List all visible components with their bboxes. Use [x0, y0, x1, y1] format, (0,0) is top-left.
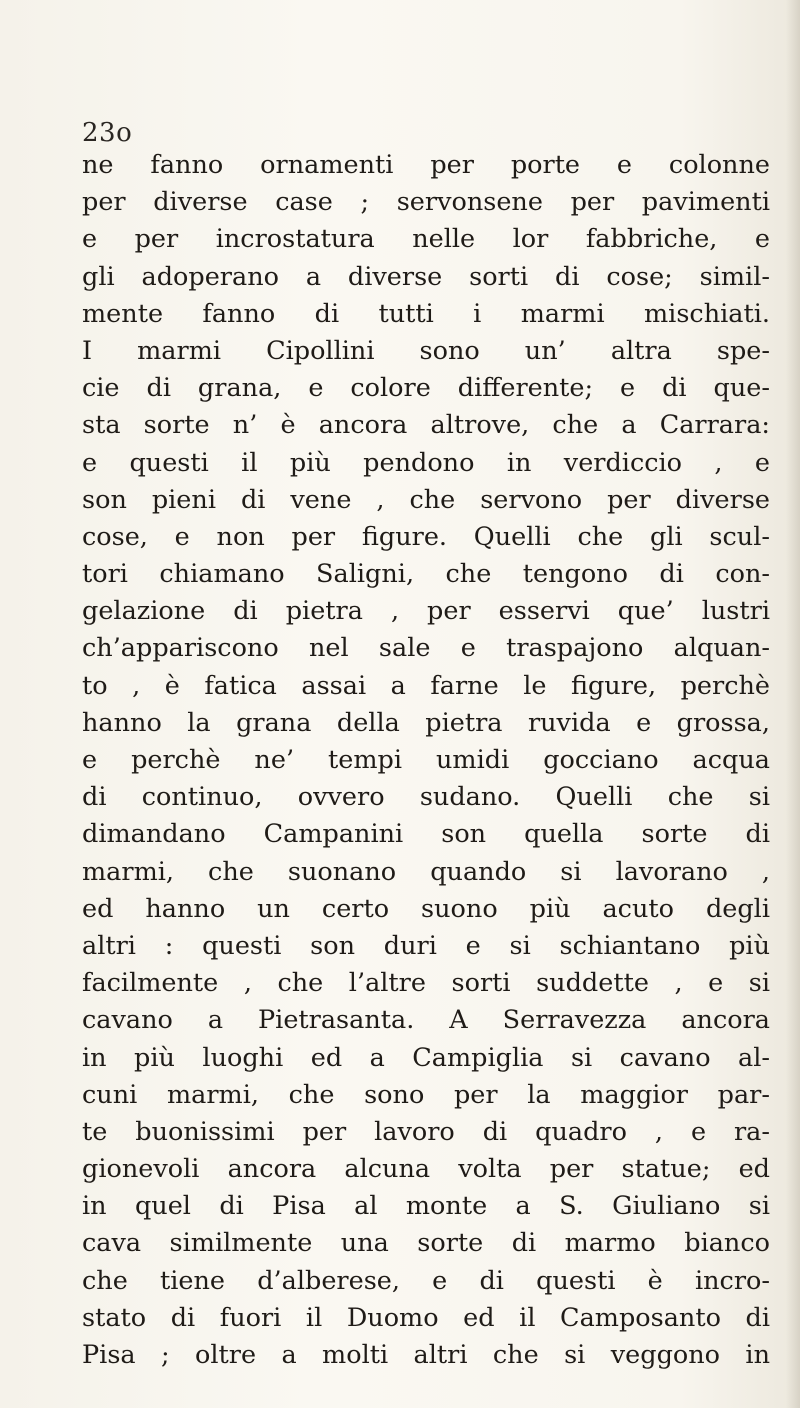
- text-line: stato di fuori il Duomo ed il Camposanto di: [82, 1302, 770, 1333]
- text-line: I marmi Cipollini sono un’ altra spe-: [82, 335, 770, 366]
- text-line: in più luoghi ed a Campiglia si cavano al-: [82, 1042, 770, 1073]
- text-line: to , è fatica assai a farne le figure, perchè: [82, 670, 770, 701]
- page-number: 23o: [82, 118, 133, 148]
- text-line: gli adoperano a diverse sorti di cose; simil-: [82, 261, 770, 292]
- text-line: e perchè ne’ tempi umidi gocciano acqua: [82, 745, 770, 775]
- text-line: di continuo, ovvero sudano. Quelli che si: [82, 782, 770, 813]
- page-edge-shadow: [786, 0, 800, 1408]
- text-line: facilmente , che l’altre sorti suddette , e si: [82, 968, 770, 999]
- text-line: per diverse case ; servonsene per pavimenti: [82, 187, 770, 218]
- text-line: cuni marmi, che sono per la maggior par-: [82, 1079, 770, 1110]
- text-line: Pisa ; oltre a molti altri che si veggono in: [82, 1340, 770, 1370]
- text-line: e per incrostatura nelle lor fabbriche, e: [82, 224, 770, 255]
- text-line: ne fanno ornamenti per porte e colonne: [82, 150, 770, 180]
- text-line: altri : questi son duri e si schiantano più: [82, 930, 770, 961]
- text-line: sta sorte n’ è ancora altrove, che a Carrara:: [82, 410, 770, 441]
- text-line: e questi il più pendono in verdiccio , e: [82, 447, 770, 478]
- text-line: te buonissimi per lavoro di quadro , e ra-: [82, 1116, 770, 1147]
- text-line: hanno la grana della pietra ruvida e grossa,: [82, 707, 770, 738]
- text-line: tori chiamano Saligni, che tengono di con-: [82, 559, 770, 590]
- text-line: mente fanno di tutti i marmi mischiati.: [82, 298, 770, 329]
- body-text: [82, 147, 770, 1374]
- text-line: dimandano Campanini son quella sorte di: [82, 819, 770, 850]
- text-line: marmi, che suonano quando si lavorano ,: [82, 856, 770, 887]
- text-line: in quel di Pisa al monte a S. Giuliano si: [82, 1191, 770, 1222]
- text-line: che tiene d’alberese, e di questi è incro-: [82, 1265, 770, 1296]
- text-line: gelazione di pietra , per esservi que’ lustri: [82, 596, 770, 627]
- text-line: cavano a Pietrasanta. A Serravezza ancora: [82, 1005, 770, 1036]
- text-line: son pieni di vene , che servono per diverse: [82, 484, 770, 515]
- text-line: ch’appariscono nel sale e traspajono alquan-: [82, 633, 770, 664]
- text-line: cose, e non per figure. Quelli che gli scul-: [82, 521, 770, 552]
- text-line: cie di grana, e colore differente; e di que-: [82, 373, 770, 404]
- text-line: gionevoli ancora alcuna volta per statue; ed: [82, 1154, 770, 1185]
- text-line: ed hanno un certo suono più acuto degli: [82, 893, 770, 924]
- text-line: cava similmente una sorte di marmo bianco: [82, 1228, 770, 1259]
